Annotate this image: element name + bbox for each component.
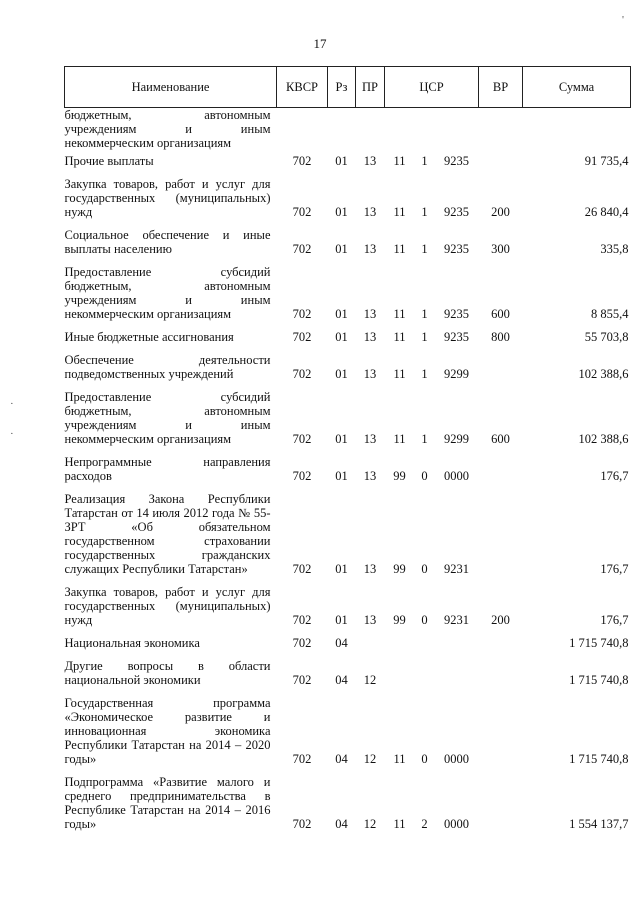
scan-mark: · [10, 428, 14, 440]
row-name-cell: бюджетным, автономным учреждениям и иным некоммерческим организациям [64, 108, 271, 150]
row-sum-cell: 1 554 137,7 [569, 817, 629, 831]
row-sum-cell: 176,7 [600, 469, 629, 483]
table-row [65, 177, 631, 228]
row-rz-cell: 01 [335, 367, 348, 381]
row-pr-cell: 13 [363, 242, 377, 256]
row-csr-direction-cell [435, 108, 479, 155]
row-rz-cell: 01 [335, 330, 348, 344]
row-name-cell: Непрограммные направления расходов [64, 455, 271, 483]
row-pr-cell: 13 [363, 205, 377, 219]
row-kvsr-cell: 702 [292, 242, 312, 256]
row-vr-cell: 800 [491, 330, 510, 344]
row-name-cell: Закупка товаров, работ и услуг для государственных (муниципальных) нужд [64, 177, 271, 219]
row-csr-program-cell: 11 [393, 205, 406, 219]
row-kvsr-cell: 702 [292, 817, 312, 831]
row-pr-cell: 13 [363, 432, 377, 446]
row-vr-cell [479, 455, 523, 492]
row-vr-cell [479, 353, 523, 390]
row-csr-program-cell: 99 [393, 469, 406, 483]
row-pr-cell: 12 [363, 673, 377, 687]
row-name-cell: Подпрограмма «Развитие малого и среднего предпринимательства в Республике Татарстан на 2014 – 2016 годы» [64, 775, 271, 831]
table-row [65, 228, 631, 265]
row-rz-cell: 01 [335, 205, 348, 219]
row-vr-cell [479, 154, 523, 177]
table-row [65, 585, 631, 636]
row-name-cell: Национальная экономика [64, 636, 200, 650]
row-sum-cell: 102 388,6 [578, 367, 629, 381]
row-csr-program-cell: 11 [393, 432, 406, 446]
row-sum-cell: 1 715 740,8 [569, 673, 629, 687]
row-sum-cell: 1 715 740,8 [569, 752, 629, 766]
row-csr-subprogram-cell: 1 [421, 154, 428, 168]
row-rz-cell: 01 [335, 307, 348, 321]
scan-mark: · [10, 398, 14, 410]
header-kvsr: КВСР [277, 67, 328, 108]
row-rz-cell: 01 [335, 613, 348, 627]
header-csr: ЦСР [385, 67, 479, 108]
row-csr-subprogram-cell: 1 [421, 432, 428, 446]
row-csr-subprogram-cell: 1 [421, 242, 428, 256]
row-pr-cell: 12 [363, 817, 377, 831]
table-row [65, 265, 631, 330]
row-csr-subprogram-cell: 1 [421, 367, 428, 381]
row-name-cell: Закупка товаров, работ и услуг для государственных (муниципальных) нужд [64, 585, 271, 627]
row-vr-cell [479, 108, 523, 155]
row-kvsr-cell: 702 [292, 562, 312, 576]
row-kvsr-cell [277, 108, 328, 155]
row-csr-program-cell: 99 [393, 562, 406, 576]
row-csr-program-cell: 11 [393, 242, 406, 256]
row-sum-cell: 91 735,4 [584, 154, 629, 168]
row-pr-cell: 13 [363, 154, 377, 168]
table-row [65, 636, 631, 659]
row-csr-direction-cell: 9235 [444, 330, 469, 344]
row-csr-direction-cell: 0000 [444, 817, 469, 831]
row-csr-program-cell [385, 108, 415, 155]
row-vr-cell: 300 [491, 242, 510, 256]
row-rz-cell: 01 [335, 154, 348, 168]
row-csr-program-cell [385, 659, 415, 696]
row-vr-cell: 200 [491, 205, 510, 219]
row-name-cell: Социальное обеспечение и иные выплаты населению [64, 228, 271, 256]
header-vr: ВР [479, 67, 523, 108]
row-vr-cell: 600 [491, 307, 510, 321]
row-kvsr-cell: 702 [292, 469, 312, 483]
row-csr-direction-cell: 0000 [444, 469, 469, 483]
row-csr-direction-cell [435, 659, 479, 696]
row-vr-cell: 600 [491, 432, 510, 446]
table-row [65, 492, 631, 585]
table-row [65, 154, 631, 177]
row-rz-cell: 01 [335, 562, 348, 576]
row-name-cell: Предоставление субсидий бюджетным, автономным учреждениям и иным некоммерческим организациям [64, 390, 271, 446]
row-pr-cell: 13 [363, 562, 377, 576]
row-sum-cell: 335,8 [600, 242, 629, 256]
row-csr-subprogram-cell: 1 [421, 307, 428, 321]
row-kvsr-cell: 702 [292, 330, 312, 344]
row-csr-program-cell: 11 [393, 330, 406, 344]
row-csr-direction-cell: 9235 [444, 307, 469, 321]
row-name-cell: Государственная программа «Экономическое развитие и инновационная экономика Республики Татарстан на 2014 – 2020 годы» [64, 696, 271, 766]
row-rz-cell: 04 [335, 636, 348, 650]
header-rz: Рз [328, 67, 356, 108]
row-csr-direction-cell [435, 636, 479, 659]
row-name-cell: Прочие выплаты [64, 154, 154, 168]
row-csr-subprogram-cell [415, 108, 435, 155]
row-vr-cell [479, 659, 523, 696]
row-csr-subprogram-cell [415, 659, 435, 696]
row-csr-direction-cell: 9235 [444, 154, 469, 168]
row-csr-program-cell: 11 [393, 817, 406, 831]
row-kvsr-cell: 702 [292, 432, 312, 446]
row-csr-direction-cell: 9231 [444, 613, 469, 627]
row-csr-direction-cell: 9231 [444, 562, 469, 576]
row-vr-cell: 200 [491, 613, 510, 627]
row-csr-program-cell: 11 [393, 154, 406, 168]
budget-table [64, 66, 631, 840]
table-row [65, 455, 631, 492]
row-csr-subprogram-cell: 0 [421, 752, 428, 766]
row-csr-subprogram-cell: 0 [421, 469, 428, 483]
row-csr-program-cell [385, 636, 415, 659]
row-sum-cell: 102 388,6 [578, 432, 629, 446]
row-rz-cell: 04 [335, 752, 348, 766]
row-kvsr-cell: 702 [292, 752, 312, 766]
row-kvsr-cell: 702 [292, 154, 312, 168]
row-rz-cell: 04 [335, 817, 348, 831]
table-row [65, 353, 631, 390]
row-csr-subprogram-cell [415, 636, 435, 659]
table-row [65, 108, 631, 155]
header-name: Наименование [65, 67, 277, 108]
table-row [65, 775, 631, 840]
row-kvsr-cell: 702 [292, 367, 312, 381]
header-sum: Сумма [523, 67, 631, 108]
row-sum-cell [523, 108, 631, 155]
row-pr-cell [356, 108, 385, 155]
row-csr-program-cell: 11 [393, 752, 406, 766]
row-name-cell: Реализация Закона Республики Татарстан от 14 июля 2012 года № 55-ЗРТ «Об обязательном государственном страховании государственных гражданских служащих Республики Татарстан» [64, 492, 271, 576]
row-csr-program-cell: 99 [393, 613, 406, 627]
table-body [65, 108, 631, 841]
row-name-cell: Предоставление субсидий бюджетным, автономным учреждениям и иным некоммерческим организациям [64, 265, 271, 321]
table-row [65, 696, 631, 775]
row-rz-cell: 04 [335, 673, 348, 687]
row-vr-cell [479, 636, 523, 659]
row-csr-subprogram-cell: 0 [421, 562, 428, 576]
row-pr-cell: 13 [363, 469, 377, 483]
row-csr-subprogram-cell: 0 [421, 613, 428, 627]
row-kvsr-cell: 702 [292, 673, 312, 687]
row-pr-cell [356, 636, 385, 659]
row-sum-cell: 8 855,4 [591, 307, 629, 321]
row-pr-cell: 13 [363, 307, 377, 321]
table-row [65, 330, 631, 353]
row-name-cell: Иные бюджетные ассигнования [64, 330, 234, 344]
row-csr-direction-cell: 9299 [444, 367, 469, 381]
row-csr-direction-cell: 9235 [444, 242, 469, 256]
row-rz-cell: 01 [335, 469, 348, 483]
row-csr-direction-cell: 9299 [444, 432, 469, 446]
row-rz-cell: 01 [335, 432, 348, 446]
row-sum-cell: 1 715 740,8 [569, 636, 629, 650]
row-vr-cell [479, 492, 523, 585]
row-kvsr-cell: 702 [292, 205, 312, 219]
row-csr-program-cell: 11 [393, 367, 406, 381]
row-sum-cell: 55 703,8 [584, 330, 629, 344]
row-vr-cell [479, 696, 523, 775]
row-sum-cell: 26 840,4 [584, 205, 629, 219]
row-rz-cell: 01 [335, 242, 348, 256]
row-sum-cell: 176,7 [600, 613, 629, 627]
table-row [65, 390, 631, 455]
row-csr-subprogram-cell: 1 [421, 330, 428, 344]
row-csr-subprogram-cell: 1 [421, 205, 428, 219]
row-vr-cell [479, 775, 523, 840]
row-sum-cell: 176,7 [600, 562, 629, 576]
page-number: 17 [313, 36, 327, 51]
row-kvsr-cell: 702 [292, 307, 312, 321]
row-pr-cell: 13 [363, 330, 377, 344]
scan-mark: ' [622, 14, 624, 26]
table-header-row [65, 67, 631, 108]
row-pr-cell: 13 [363, 613, 377, 627]
row-name-cell: Обеспечение деятельности подведомственных учреждений [64, 353, 271, 381]
row-rz-cell [328, 108, 356, 155]
header-pr: ПР [356, 67, 385, 108]
row-name-cell: Другие вопросы в области национальной экономики [64, 659, 271, 687]
row-csr-program-cell: 11 [393, 307, 406, 321]
row-kvsr-cell: 702 [292, 636, 312, 650]
row-pr-cell: 13 [363, 367, 377, 381]
table-row [65, 659, 631, 696]
row-csr-direction-cell: 0000 [444, 752, 469, 766]
row-csr-direction-cell: 9235 [444, 205, 469, 219]
row-csr-subprogram-cell: 2 [421, 817, 428, 831]
row-pr-cell: 12 [363, 752, 377, 766]
row-kvsr-cell: 702 [292, 613, 312, 627]
